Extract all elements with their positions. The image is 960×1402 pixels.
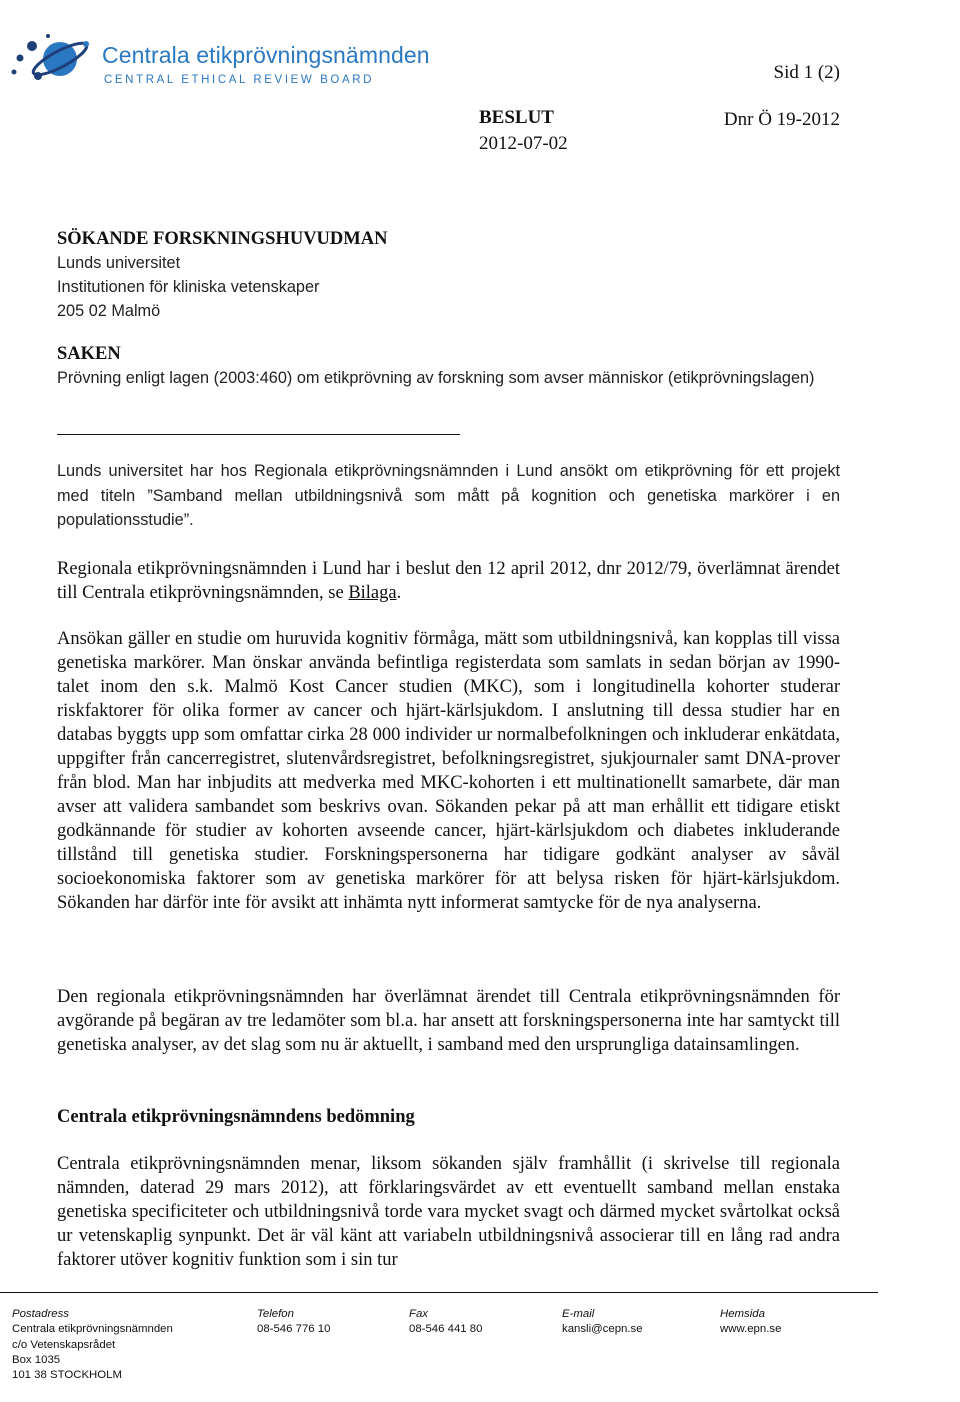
paragraph-application: Lunds universitet har hos Regionala etikprövningsnämnden i Lund ansökt om etikprövning för ett projekt med titeln ”Samband mellan utbildningsnivå som mått på kognition och genetiska markörer i en populationsstudie”. — [57, 462, 840, 529]
footer-address — [12, 1307, 173, 1383]
paragraph-referral-reason: Den regionala etikprövningsnämnden har överlämnat ärendet till Centrala etikprövningsnämnden för avgörande på begäran av tre ledamöter som bl.a. har ansett att forskningspersonerna inte har samtyckt till genetiska analyser, av det slag som nu är aktuellt, i samband med den ursprungliga datainsamlingen. — [57, 987, 840, 1055]
footer-web-label: Hemsida — [720, 1308, 765, 1320]
footer-web — [720, 1307, 781, 1338]
globe-icon — [12, 34, 91, 80]
paragraph-study-description: Ansökan gäller en studie om huruvida kognitiv förmåga, mätt som utbildningsnivå, kan kopplas till vissa genetiska markörer. Man önskar använda befintliga registerdata som samlats in sedan början av 1990-talet inom den s.k. Malmö Kost Cancer studien (MKC), som i longitudinella kohorter studerar riskfaktorer för olika former av cancer och hjärt-kärlsjukdom. I anslutning till dessa studier har en databas byggts upp som omfattar cirka 28 000 individer ur normalbefolkningen och inkluderar enkätdata, uppgifter från cancerregistret, slutenvårdsregistret, befolkningsregistret, sjukjournaler samt DNA-prover från blod. Man har inbjudits att medverka med MKC-kohorten i ett multinationellt samarbete, där man avser att validera sambandet som beskrivs ovan. Sökanden pekar på att man erhållit ett tidigare etiskt godkännande för studier av kohorten avseende cancer, hjärt-kärlsjukdom och diabetes inkluderande tillstånd till genetiska studier. Forskningspersonerna har tidigare godkänt analyser av såväl socioekonomiska faktorer som av genetiska markörer för att belysa risken för hjärt-kärlsjukdom. Sökanden har därför inte för avsikt att inhämta nytt informerat samtycke för de nya analyserna. — [57, 629, 840, 913]
footer-address-line: Box 1035 — [12, 1353, 61, 1366]
footer-email — [562, 1307, 643, 1338]
matter-block — [57, 342, 840, 391]
divider — [57, 434, 460, 435]
footer-phone — [257, 1307, 330, 1338]
matter-text: Prövning enligt lagen (2003:460) om etikprövning av forskning som avser människor (etikprövningslagen) — [57, 369, 815, 387]
footer-fax-value: 08-546 441 80 — [409, 1323, 483, 1336]
applicant-line: 205 02 Malmö — [57, 302, 161, 320]
assessment-text: Centrala etikprövningsnämnden menar, liksom sökanden själv framhållit (i skrivelse till regionala nämnden, daterad 29 mars 2012), att förklaringsvärdet av ett eventuellt samband mellan enstaka genetiska specificiteter och utbildningsnivå torde vara mycket svagt och därmed mycket svårtolkat också ur vetenskaplig synpunkt. Det är väl känt att variabeln utbildningsnivå associerar till en lång rad andra faktorer utöver kognitiv funktion som i sin tur — [57, 1154, 840, 1270]
matter-heading: SAKEN — [57, 344, 121, 364]
footer-fax-label: Fax — [409, 1308, 428, 1320]
organization-logo — [8, 28, 100, 86]
footer-address-line: 101 38 STOCKHOLM — [12, 1369, 122, 1382]
paragraph-referral-end: . — [396, 583, 402, 603]
attachment-link[interactable]: Bilaga — [348, 583, 397, 603]
paragraph-referral — [57, 557, 840, 605]
applicant-block — [57, 227, 840, 323]
assessment-heading: Centrala etikprövningsnämndens bedömning — [57, 1107, 415, 1127]
applicant-line: Institutionen för kliniska vetenskaper — [57, 278, 320, 296]
applicant-line: Lunds universitet — [57, 254, 181, 272]
decision-date: 2012-07-02 — [479, 133, 568, 154]
footer-divider — [0, 1292, 878, 1293]
org-subtitle: CENTRAL ETHICAL REVIEW BOARD — [104, 74, 375, 86]
footer-phone-label: Telefon — [257, 1308, 294, 1320]
document-type: BESLUT — [479, 107, 554, 128]
footer-email-label: E-mail — [562, 1308, 595, 1320]
case-number: Dnr Ö 19-2012 — [723, 109, 840, 130]
paragraph-referral-text: Regionala etikprövningsnämnden i Lund har i beslut den 12 april 2012, dnr 2012/79, överlämnat ärendet till Centrala etikprövningsnämnden, se — [57, 559, 840, 603]
footer-fax — [409, 1307, 482, 1338]
footer-web-link[interactable]: www.epn.se — [720, 1323, 782, 1336]
footer-address-line: c/o Vetenskapsrådet — [12, 1338, 116, 1351]
footer-address-line: Centrala etikprövningsnämnden — [12, 1323, 173, 1336]
page-number: Sid 1 (2) — [773, 62, 840, 83]
org-name: Centrala etikprövningsnämnden — [102, 42, 430, 68]
footer-address-label: Postadress — [12, 1308, 69, 1320]
applicant-heading: SÖKANDE FORSKNINGSHUVUDMAN — [57, 229, 388, 249]
footer-phone-value: 08-546 776 10 — [257, 1323, 331, 1336]
footer-email-link[interactable]: kansli@cepn.se — [562, 1323, 643, 1336]
